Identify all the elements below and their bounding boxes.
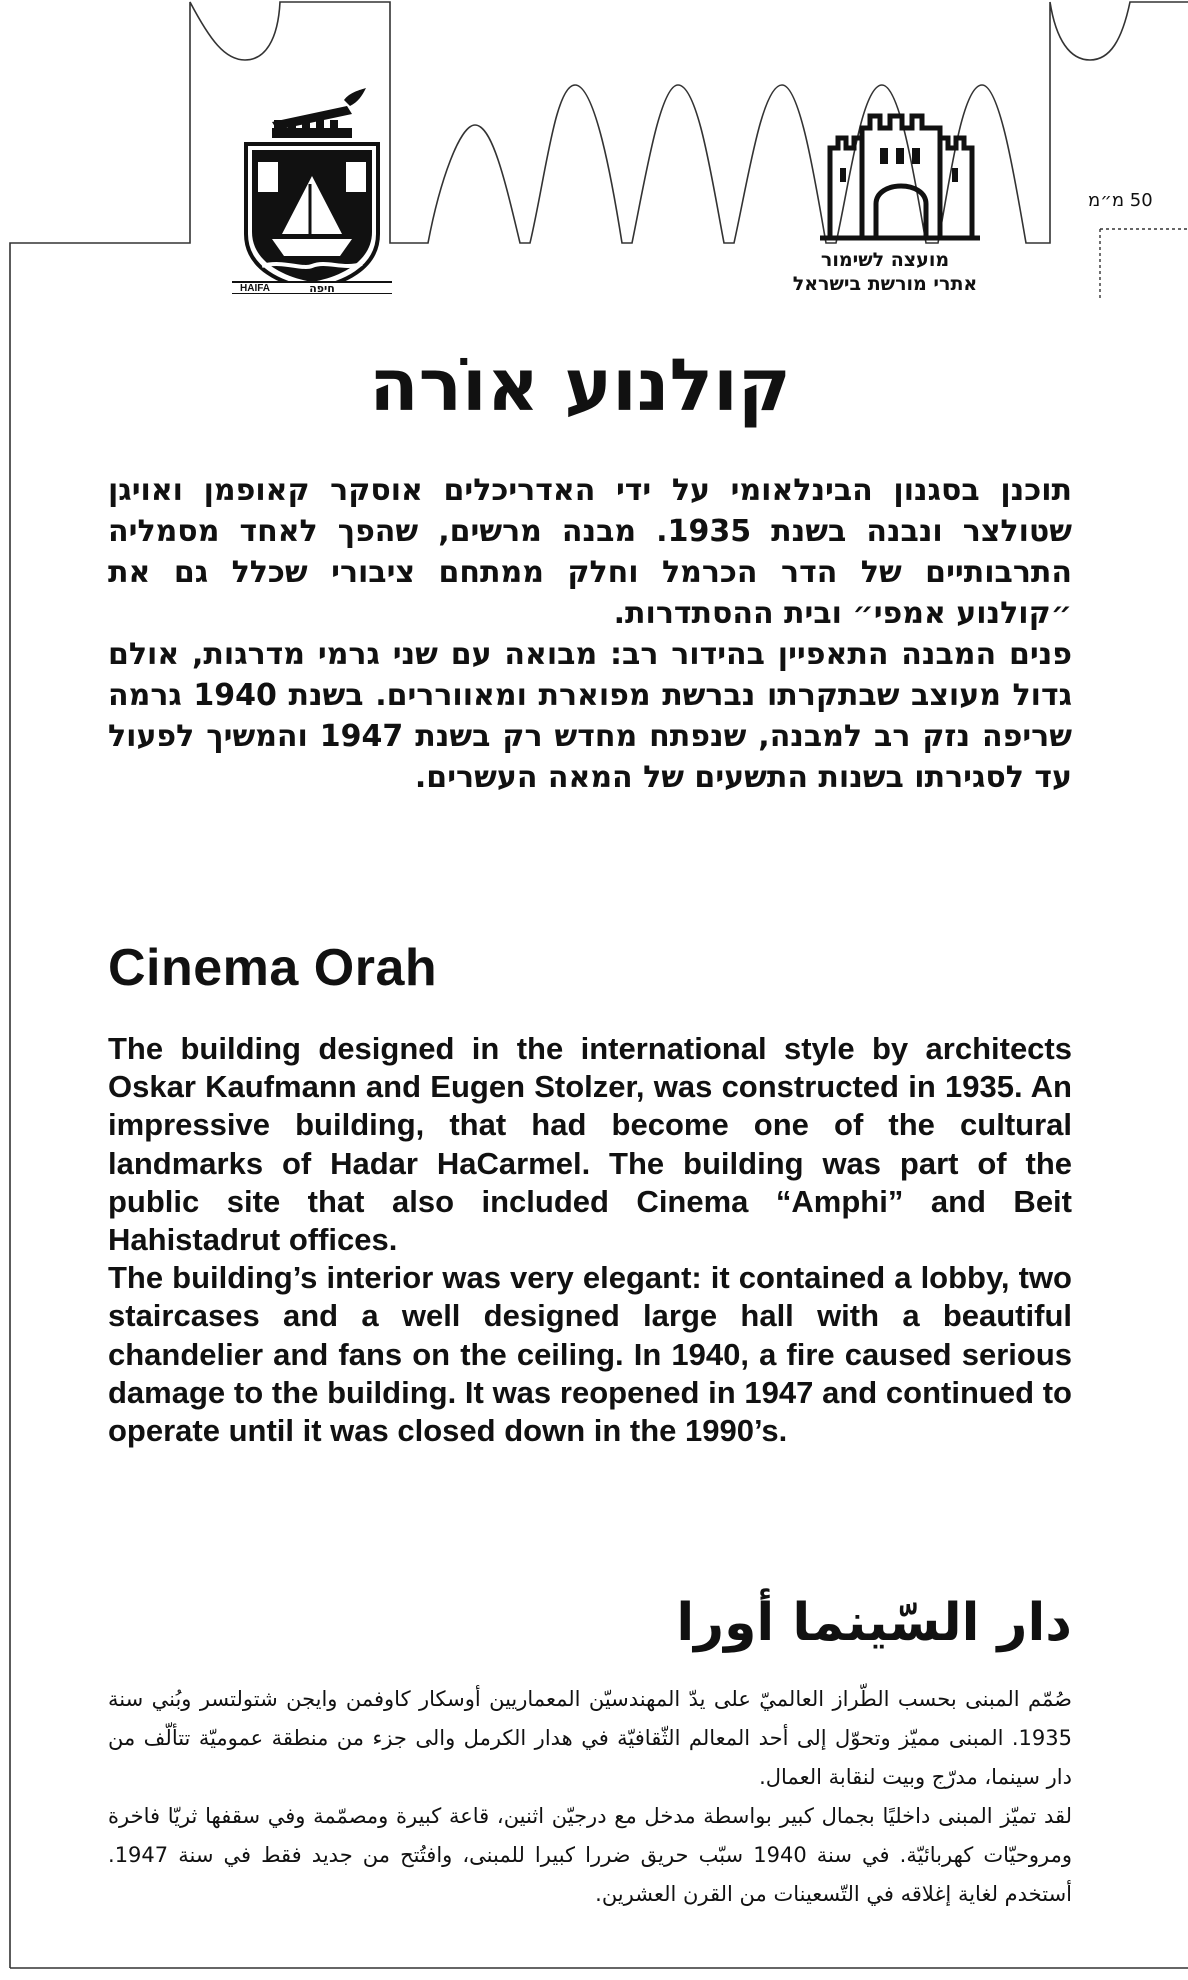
- english-paragraph-1: The building designed in the international style by architects Oskar Kaufmann and Eugen Stolzer, was constructed in 1935. An impressive building, that had become one of the cultural landmarks of Hadar HaCarmel. The building was part of the public site that also included Cinema “Amphi” and Beit Hahistadrut offices.: [108, 1031, 1072, 1258]
- hebrew-text: [108, 470, 1072, 798]
- council-name: [760, 248, 1010, 296]
- size-label: 50 מ״מ: [1088, 190, 1153, 211]
- haifa-caption-hebrew: חיפה: [309, 282, 335, 294]
- hebrew-paragraph-2: פנים המבנה התאפיין בהידור רב: מבואה עם שני גרמי מדרגות, אולם גדול מעוצב שבתקרתו נברשת מפוארת ומאווררים. בשנת 1940 גרמה שריפה נזק רב למבנה, שנפתח מחדש רק בשנת 1947 והמשיך לפעול עד לסגירתו בשנות התשעים של המאה העשרים.: [108, 637, 1072, 795]
- hebrew-paragraph-1: תוכנן בסגנון הבינלאומי על ידי האדריכלים אוסקר קאופמן ואויגן שטולצר ונבנה בשנת 1935. מבנה מרשים, שהפך לאחד מסמליה התרבותיים של הדר הכרמל וחלק ממתחם ציבורי שכלל גם את ״קולנוע אמפי״ ובית ההסתדרות.: [108, 473, 1073, 631]
- haifa-emblem-icon: [232, 84, 392, 294]
- arabic-title: دار السّينما أورا: [676, 1593, 1072, 1653]
- arabic-paragraph-2: لقد تميّز المبنى داخليًا بجمال كبير بواسطة مدخل مع درجيّن اثنين، قاعة كبيرة ومصمّمة وفي سقفها ثريّا فاخرة ومروحيّات كهربائيّة. في سنة 1940 سبّب حريق ضررا كبيرا للمبنى، وافتُتح من جديد فقط في سنة 1947. أستخدم لغاية إغلاقه في التّسعينات من القرن العشرين.: [108, 1804, 1072, 1906]
- english-text: [108, 1030, 1072, 1450]
- council-name-line2: אתרי מורשת בישראל: [792, 273, 978, 295]
- english-title: Cinema Orah: [108, 939, 438, 997]
- arabic-text: [108, 1680, 1072, 1914]
- english-paragraph-2: The building’s interior was very elegant: it contained a lobby, two staircases and a well designed large hall with a beautiful chandelier and fans on the ceiling. In 1940, a fire caused serious damage to the building. It was reopened in 1947 and continued to operate until it was closed down in the 1990’s.: [108, 1260, 1072, 1449]
- haifa-caption-latin: HAIFA: [240, 283, 270, 294]
- council-name-line1: מועצה לשימור: [820, 249, 950, 271]
- hebrew-title: קולנוע אוֹרה: [369, 343, 791, 427]
- arabic-paragraph-1: صُمّم المبنى بحسب الطّراز العالميّ على يدّ المهندسيّن المعماريين أوسكار كاوفمن وايجن شتولتسر وبُني سنة 1935. المبنى مميّز وتحوّل إلى أحد المعالم الثّقافيّة في هدار الكرمل والى جزء من منطقة عموميّة تتألّف من دار سينما، مدرّج وبيت لنقابة العمال.: [108, 1687, 1072, 1789]
